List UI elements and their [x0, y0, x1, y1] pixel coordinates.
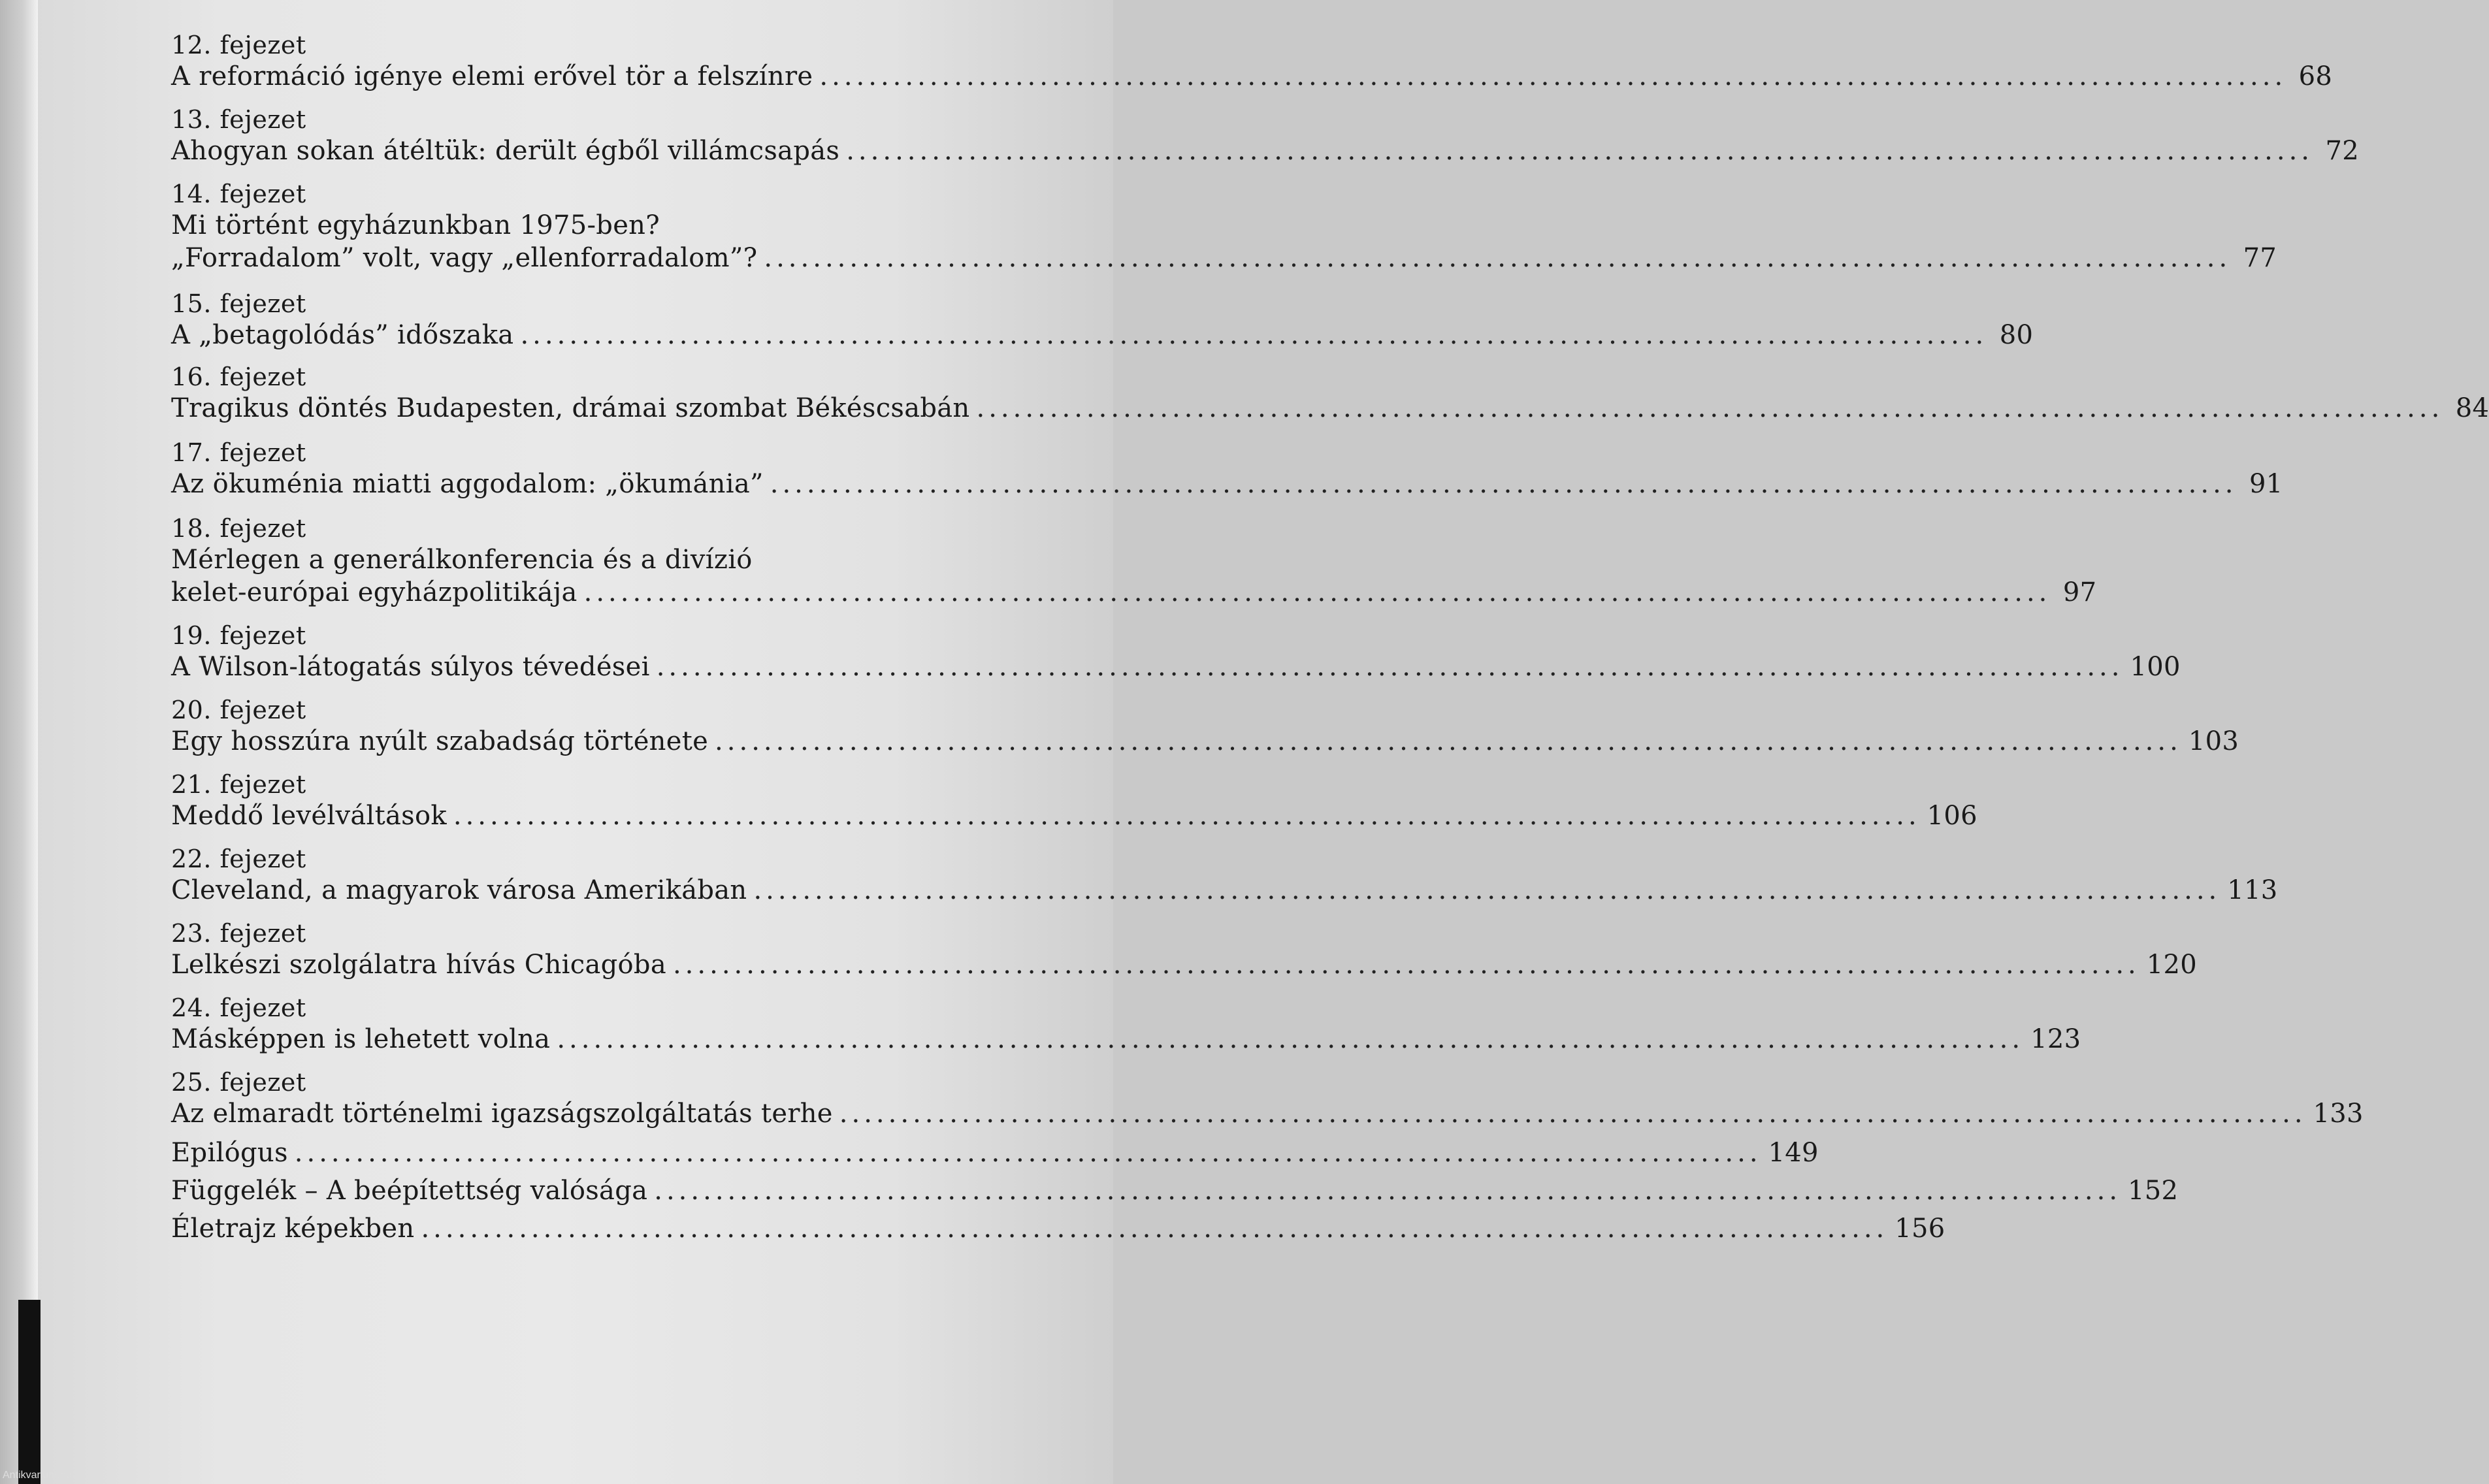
chapter-title: Cleveland, a magyarok városa Amerikában	[171, 875, 747, 905]
chapter-title: Egy hosszúra nyúlt szabadság története	[171, 726, 709, 756]
chapter-number: 17. fejezet	[171, 438, 306, 467]
chapter-number: 18. fejezet	[171, 514, 306, 543]
toc-line	[171, 319, 2034, 351]
page-number: 77	[2243, 243, 2277, 273]
chapter-number: 22. fejezet	[171, 845, 306, 873]
chapter-title: „Forradalom” volt, vagy „ellenforradalom”?	[171, 243, 758, 273]
chapter-number: 24. fejezet	[171, 993, 306, 1022]
toc-entry	[171, 918, 2197, 981]
toc-entry	[171, 844, 2278, 907]
toc-line	[171, 209, 1099, 242]
chapter-number: 23. fejezet	[171, 919, 306, 948]
chapter-title: Életrajz képekben	[171, 1214, 415, 1244]
toc-line	[171, 468, 2283, 500]
chapter-title: Mi történt egyházunkban 1975-ben?	[171, 210, 660, 240]
page-number: 156	[1895, 1214, 1945, 1244]
toc-line	[171, 135, 2359, 167]
leader-dots: ........................................................................................................................	[453, 801, 1921, 831]
leader-dots: ........................................................................................................................	[715, 726, 2182, 756]
toc-line	[171, 1174, 2179, 1207]
chapter-title: A „betagolódás” időszaka	[171, 320, 514, 350]
chapter-number: 21. fejezet	[171, 770, 306, 799]
toc-entry	[171, 438, 2283, 500]
chapter-number: 13. fejezet	[171, 105, 306, 134]
chapter-title: Másképpen is lehetett volna	[171, 1024, 551, 1054]
chapter-number: 14. fejezet	[171, 180, 306, 208]
chapter-title: Az elmaradt történelmi igazságszolgáltatás terhe	[171, 1099, 833, 1129]
page-number: 84	[2455, 393, 2489, 423]
leader-dots: ........................................................................................................................	[672, 950, 2140, 980]
page-number: 106	[1927, 801, 1977, 831]
toc-line	[171, 1023, 2081, 1056]
page-number: 80	[1999, 320, 2034, 350]
watermark: Antikvarium.hu	[3, 1470, 72, 1481]
leader-dots: ........................................................................................................................	[753, 875, 2221, 905]
toc-entry	[171, 993, 2081, 1056]
chapter-number: 12. fejezet	[171, 31, 306, 59]
leader-dots: ........................................................................................................................	[656, 652, 2124, 682]
leader-dots: ........................................................................................................................	[421, 1214, 1889, 1244]
toc-entry	[171, 30, 2333, 93]
toc-line	[171, 874, 2278, 907]
chapter-title: Lelkészi szolgálatra hívás Chicagóba	[171, 950, 666, 980]
leader-dots: ........................................................................................................................	[583, 577, 2051, 607]
toc-line	[171, 948, 2197, 981]
chapter-title: Mérlegen a generálkonferencia és a divízió	[171, 545, 753, 575]
toc-line	[171, 543, 1099, 576]
leader-dots: ........................................................................................................................	[557, 1024, 2025, 1054]
chapter-title: A reformáció igénye elemi erővel tör a felszínre	[171, 61, 813, 91]
chapter-title: Meddő levélváltások	[171, 801, 447, 831]
chapter-number: 25. fejezet	[171, 1068, 306, 1097]
toc-entry	[171, 289, 2034, 351]
page-number: 120	[2146, 950, 2197, 980]
page-number: 149	[1768, 1138, 1819, 1168]
page-number: 91	[2249, 469, 2283, 499]
leader-dots: ........................................................................................................................	[819, 61, 2287, 91]
table-of-contents	[171, 18, 2489, 1245]
spine-edge	[18, 1300, 41, 1484]
toc-line	[171, 1137, 1819, 1169]
page-number: 123	[2030, 1024, 2081, 1054]
page-number: 113	[2227, 875, 2278, 905]
toc-entry	[171, 769, 1977, 832]
toc-entry	[171, 105, 2359, 167]
leader-dots: ........................................................................................................................	[976, 393, 2444, 423]
chapter-title: Az ökuménia miatti aggodalom: „ökumánia”	[171, 469, 764, 499]
page-gutter	[0, 0, 38, 1484]
toc-entry	[171, 1212, 1945, 1245]
chapter-title: Epilógus	[171, 1138, 288, 1168]
toc-entry	[171, 513, 2097, 609]
toc-line	[171, 1212, 1945, 1245]
leader-dots: ........................................................................................................................	[294, 1138, 1762, 1168]
page-number: 72	[2325, 136, 2359, 166]
chapter-title: A Wilson-látogatás súlyos tévedései	[171, 652, 650, 682]
leader-dots: ........................................................................................................................	[846, 136, 2313, 166]
page-number: 152	[2128, 1176, 2179, 1206]
chapter-title: Függelék – A beépítettség valósága	[171, 1176, 648, 1206]
leader-dots: ........................................................................................................................	[520, 320, 1988, 350]
chapter-title: Ahogyan sokan átéltük: derült égből villámcsapás	[171, 136, 840, 166]
chapter-title: Tragikus döntés Budapesten, drámai szombat Békéscsabán	[171, 393, 970, 423]
toc-entry	[171, 179, 2277, 274]
toc-line	[171, 60, 2333, 93]
toc-entry	[171, 1067, 2364, 1130]
toc-entry	[171, 695, 2239, 758]
page-number: 103	[2188, 726, 2239, 756]
leader-dots: ........................................................................................................................	[770, 469, 2237, 499]
chapter-title: kelet-európai egyházpolitikája	[171, 577, 578, 607]
page-number: 68	[2298, 61, 2333, 91]
leader-dots: ........................................................................................................................	[839, 1099, 2307, 1129]
page-number: 133	[2313, 1099, 2364, 1129]
toc-line	[171, 799, 1977, 832]
toc-entry	[171, 1137, 1819, 1169]
leader-dots: ........................................................................................................................	[654, 1176, 2122, 1206]
toc-line	[171, 1097, 2364, 1130]
chapter-number: 19. fejezet	[171, 621, 306, 650]
chapter-number: 15. fejezet	[171, 289, 306, 318]
toc-line	[171, 576, 2097, 609]
toc-entry	[171, 1174, 2179, 1207]
toc-line	[171, 651, 2181, 683]
toc-entry	[171, 362, 2489, 425]
toc-line	[171, 725, 2239, 758]
toc-entry	[171, 621, 2181, 683]
toc-line	[171, 242, 2277, 274]
chapter-number: 16. fejezet	[171, 363, 306, 391]
page-number: 97	[2062, 577, 2097, 607]
page-number: 100	[2130, 652, 2181, 682]
chapter-number: 20. fejezet	[171, 696, 306, 724]
leader-dots: ........................................................................................................................	[764, 243, 2232, 273]
toc-line	[171, 392, 2489, 425]
